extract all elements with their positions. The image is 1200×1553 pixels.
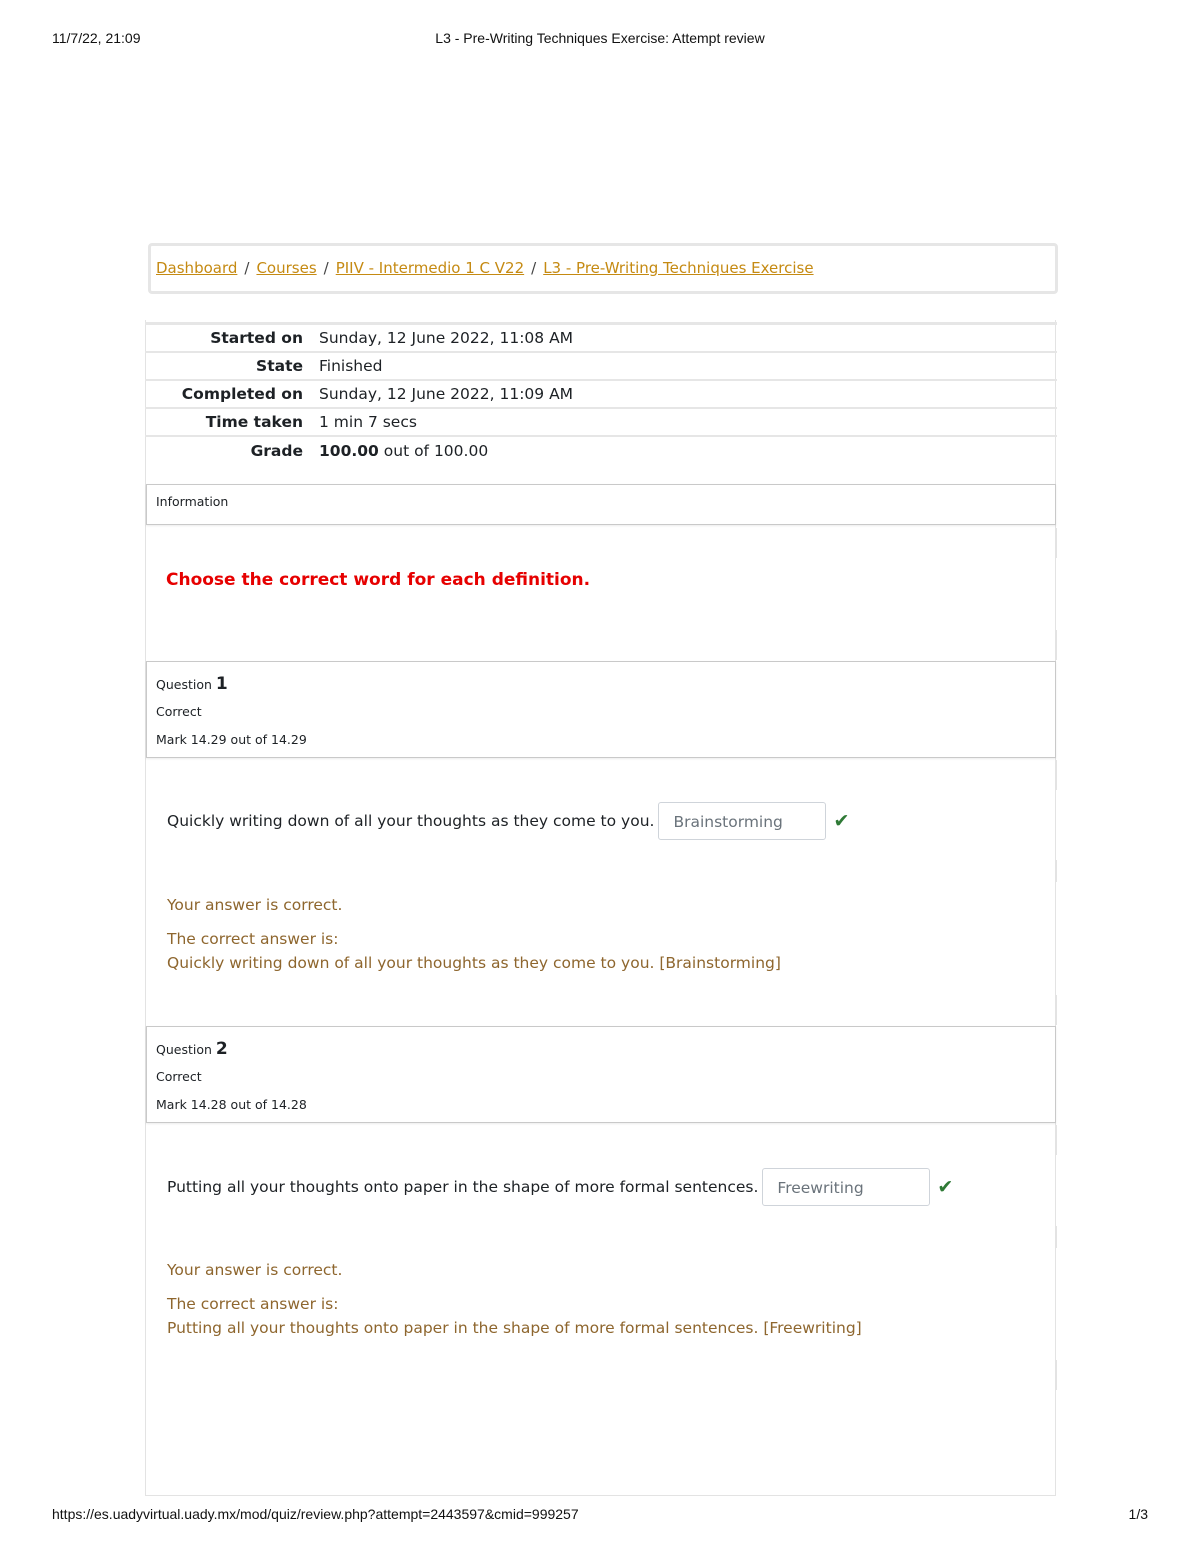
- question-2-feedback-correct: Your answer is correct.: [167, 1261, 343, 1279]
- summary-row-completed: [145, 380, 1057, 408]
- question-2-answer-select[interactable]: Freewriting: [762, 1168, 930, 1206]
- question-number: 1: [215, 674, 228, 694]
- print-page-number: 1/3: [1128, 1506, 1148, 1522]
- print-footer: [52, 1506, 1148, 1526]
- question-1-answer-select[interactable]: Brainstorming: [658, 802, 826, 840]
- content-edge: [1055, 760, 1057, 790]
- content-edge: [1055, 1125, 1057, 1155]
- question-1-right-answer-label: The correct answer is:: [167, 930, 339, 948]
- summary-row-grade: [145, 436, 1057, 466]
- question-label: Question: [156, 1042, 212, 1057]
- question-2-right-answer: Putting all your thoughts onto paper in the shape of more formal sentences. [Freewriting]: [167, 1319, 862, 1337]
- content-edge: [1055, 860, 1057, 882]
- check-icon: ✔: [833, 810, 850, 832]
- question-1-state: Correct: [156, 704, 202, 719]
- started-on-label: Started on: [210, 328, 303, 347]
- question-1-prompt-row: [167, 802, 849, 840]
- question-1-info: [146, 661, 1056, 758]
- attempt-summary-table: [145, 322, 1057, 466]
- question-1-feedback-correct: Your answer is correct.: [167, 896, 343, 914]
- question-2-info: [146, 1026, 1056, 1123]
- content-edge: [1055, 528, 1057, 558]
- question-2-prompt-row: [167, 1168, 953, 1206]
- breadcrumb: [148, 243, 1058, 294]
- check-icon: ✔: [937, 1176, 954, 1198]
- question-1-prompt: Quickly writing down of all your thoughts as they come to you.: [167, 812, 655, 830]
- question-number: 2: [215, 1039, 228, 1059]
- time-taken-label: Time taken: [205, 412, 303, 431]
- content-edge: [1055, 1360, 1057, 1390]
- grade-value-cell: [319, 436, 1057, 466]
- information-instruction: Choose the correct word for each definition.: [166, 570, 591, 590]
- question-2-state: Correct: [156, 1069, 202, 1084]
- print-title: L3 - Pre-Writing Techniques Exercise: Attempt review: [435, 30, 765, 46]
- completed-on-label: Completed on: [181, 384, 303, 403]
- summary-row-time: [145, 408, 1057, 436]
- breadcrumb-separator: /: [244, 259, 250, 277]
- question-1-number: [156, 674, 228, 694]
- question-2-right-answer-label: The correct answer is:: [167, 1295, 339, 1313]
- breadcrumb-course[interactable]: PIIV - Intermedio 1 C V22: [335, 259, 525, 277]
- breadcrumb-separator: /: [531, 259, 537, 277]
- grade-suffix: out of 100.00: [383, 442, 489, 460]
- summary-row-state: [145, 352, 1057, 380]
- question-1-mark: Mark 14.29 out of 14.29: [156, 732, 307, 747]
- question-2-prompt: Putting all your thoughts onto paper in the shape of more formal sentences.: [167, 1178, 759, 1196]
- breadcrumb-dashboard[interactable]: Dashboard: [156, 259, 238, 277]
- information-label: Information: [156, 494, 229, 509]
- content-edge: [1055, 630, 1057, 660]
- print-header: [52, 30, 1148, 50]
- question-1-right-answer: Quickly writing down of all your thoughts as they come to you. [Brainstorming]: [167, 954, 781, 972]
- grade-value: 100.00: [319, 442, 379, 460]
- completed-on-value: Sunday, 12 June 2022, 11:09 AM: [319, 384, 574, 403]
- content-edge: [1055, 1226, 1057, 1248]
- question-2-number: [156, 1039, 228, 1059]
- grade-label: Grade: [250, 442, 303, 460]
- summary-row-started: [145, 324, 1057, 352]
- time-taken-value: 1 min 7 secs: [319, 412, 417, 431]
- state-label: State: [256, 356, 303, 375]
- question-2-mark: Mark 14.28 out of 14.28: [156, 1097, 307, 1112]
- print-url: https://es.uadyvirtual.uady.mx/mod/quiz/review.php?attempt=2443597&cmid=999257: [52, 1506, 579, 1522]
- breadcrumb-quiz[interactable]: L3 - Pre-Writing Techniques Exercise: [543, 259, 814, 277]
- breadcrumb-courses[interactable]: Courses: [256, 259, 317, 277]
- content-edge: [1055, 995, 1057, 1025]
- started-on-value: Sunday, 12 June 2022, 11:08 AM: [319, 328, 574, 347]
- state-value: Finished: [319, 356, 383, 375]
- information-header: [146, 484, 1056, 525]
- breadcrumb-separator: /: [323, 259, 329, 277]
- question-label: Question: [156, 677, 212, 692]
- print-date: 11/7/22, 21:09: [52, 30, 141, 46]
